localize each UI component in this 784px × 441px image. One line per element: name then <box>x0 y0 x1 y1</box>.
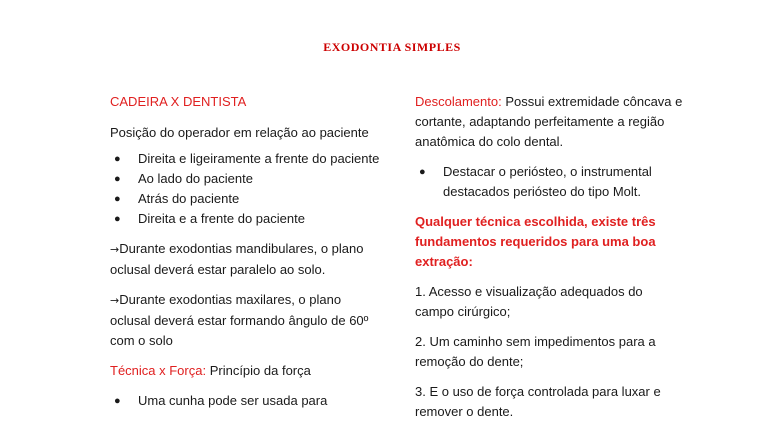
descolamento-paragraph: Descolamento: Possui extremidade côncava e cortante, adaptando perfeitamente a região anatômica do colo dental. <box>415 94 683 149</box>
mandibular-note: →Durante exodontias mandibulares, o plano oclusal deverá estar paralelo ao solo. <box>110 241 364 277</box>
list-item: ● Direita e ligeiramente a frente do paciente <box>110 149 380 169</box>
left-column <box>110 92 380 411</box>
descolamento-label: Descolamento: <box>415 94 502 109</box>
descolamento-list <box>415 162 685 202</box>
operator-position-intro: Posição do operador em relação ao paciente <box>110 125 369 140</box>
fundamento-item-3: 3. E o uso de força controlada para luxar e remover o dente. <box>415 384 661 419</box>
bullet-icon: ● <box>114 213 121 225</box>
bullet-icon: ● <box>419 166 426 178</box>
position-list <box>110 149 380 229</box>
list-item: ● Direita e a frente do paciente <box>110 209 380 229</box>
list-item: ● Ao lado do paciente <box>110 169 380 189</box>
section-heading-cadeira: CADEIRA X DENTISTA <box>110 94 247 109</box>
fundamento-item-2: 2. Um caminho sem impedimentos para a remoção do dente; <box>415 334 656 369</box>
right-column <box>415 92 685 422</box>
list-item: ● Destacar o periósteo, o instrumental destacados periósteo do tipo Molt. <box>419 164 652 199</box>
maxillary-note: →Durante exodontias maxilares, o plano oclusal deverá estar formando ângulo de 60º com o solo <box>110 292 369 348</box>
fundamento-item-1: 1. Acesso e visualização adequados do campo cirúrgico; <box>415 284 643 319</box>
document-title: EXODONTIA SIMPLES <box>323 40 461 54</box>
bullet-icon: ● <box>114 193 121 205</box>
list-item: ● Atrás do paciente <box>110 189 380 209</box>
tecnica-forca-line: Técnica x Força: Princípio da força <box>110 363 311 378</box>
tecnica-label: Técnica x Força: <box>110 363 207 378</box>
arrow-right-icon: → <box>110 294 120 307</box>
bullet-icon: ● <box>114 153 121 165</box>
arrow-right-icon: → <box>110 243 120 256</box>
list-item: ● Uma cunha pode ser usada para <box>110 391 380 411</box>
bullet-icon: ● <box>114 395 121 407</box>
fundamentos-heading: Qualquer técnica escolhida, existe três fundamentos requeridos para uma boa extração: <box>415 214 656 269</box>
bullet-icon: ● <box>114 173 121 185</box>
tecnica-list <box>110 391 380 411</box>
